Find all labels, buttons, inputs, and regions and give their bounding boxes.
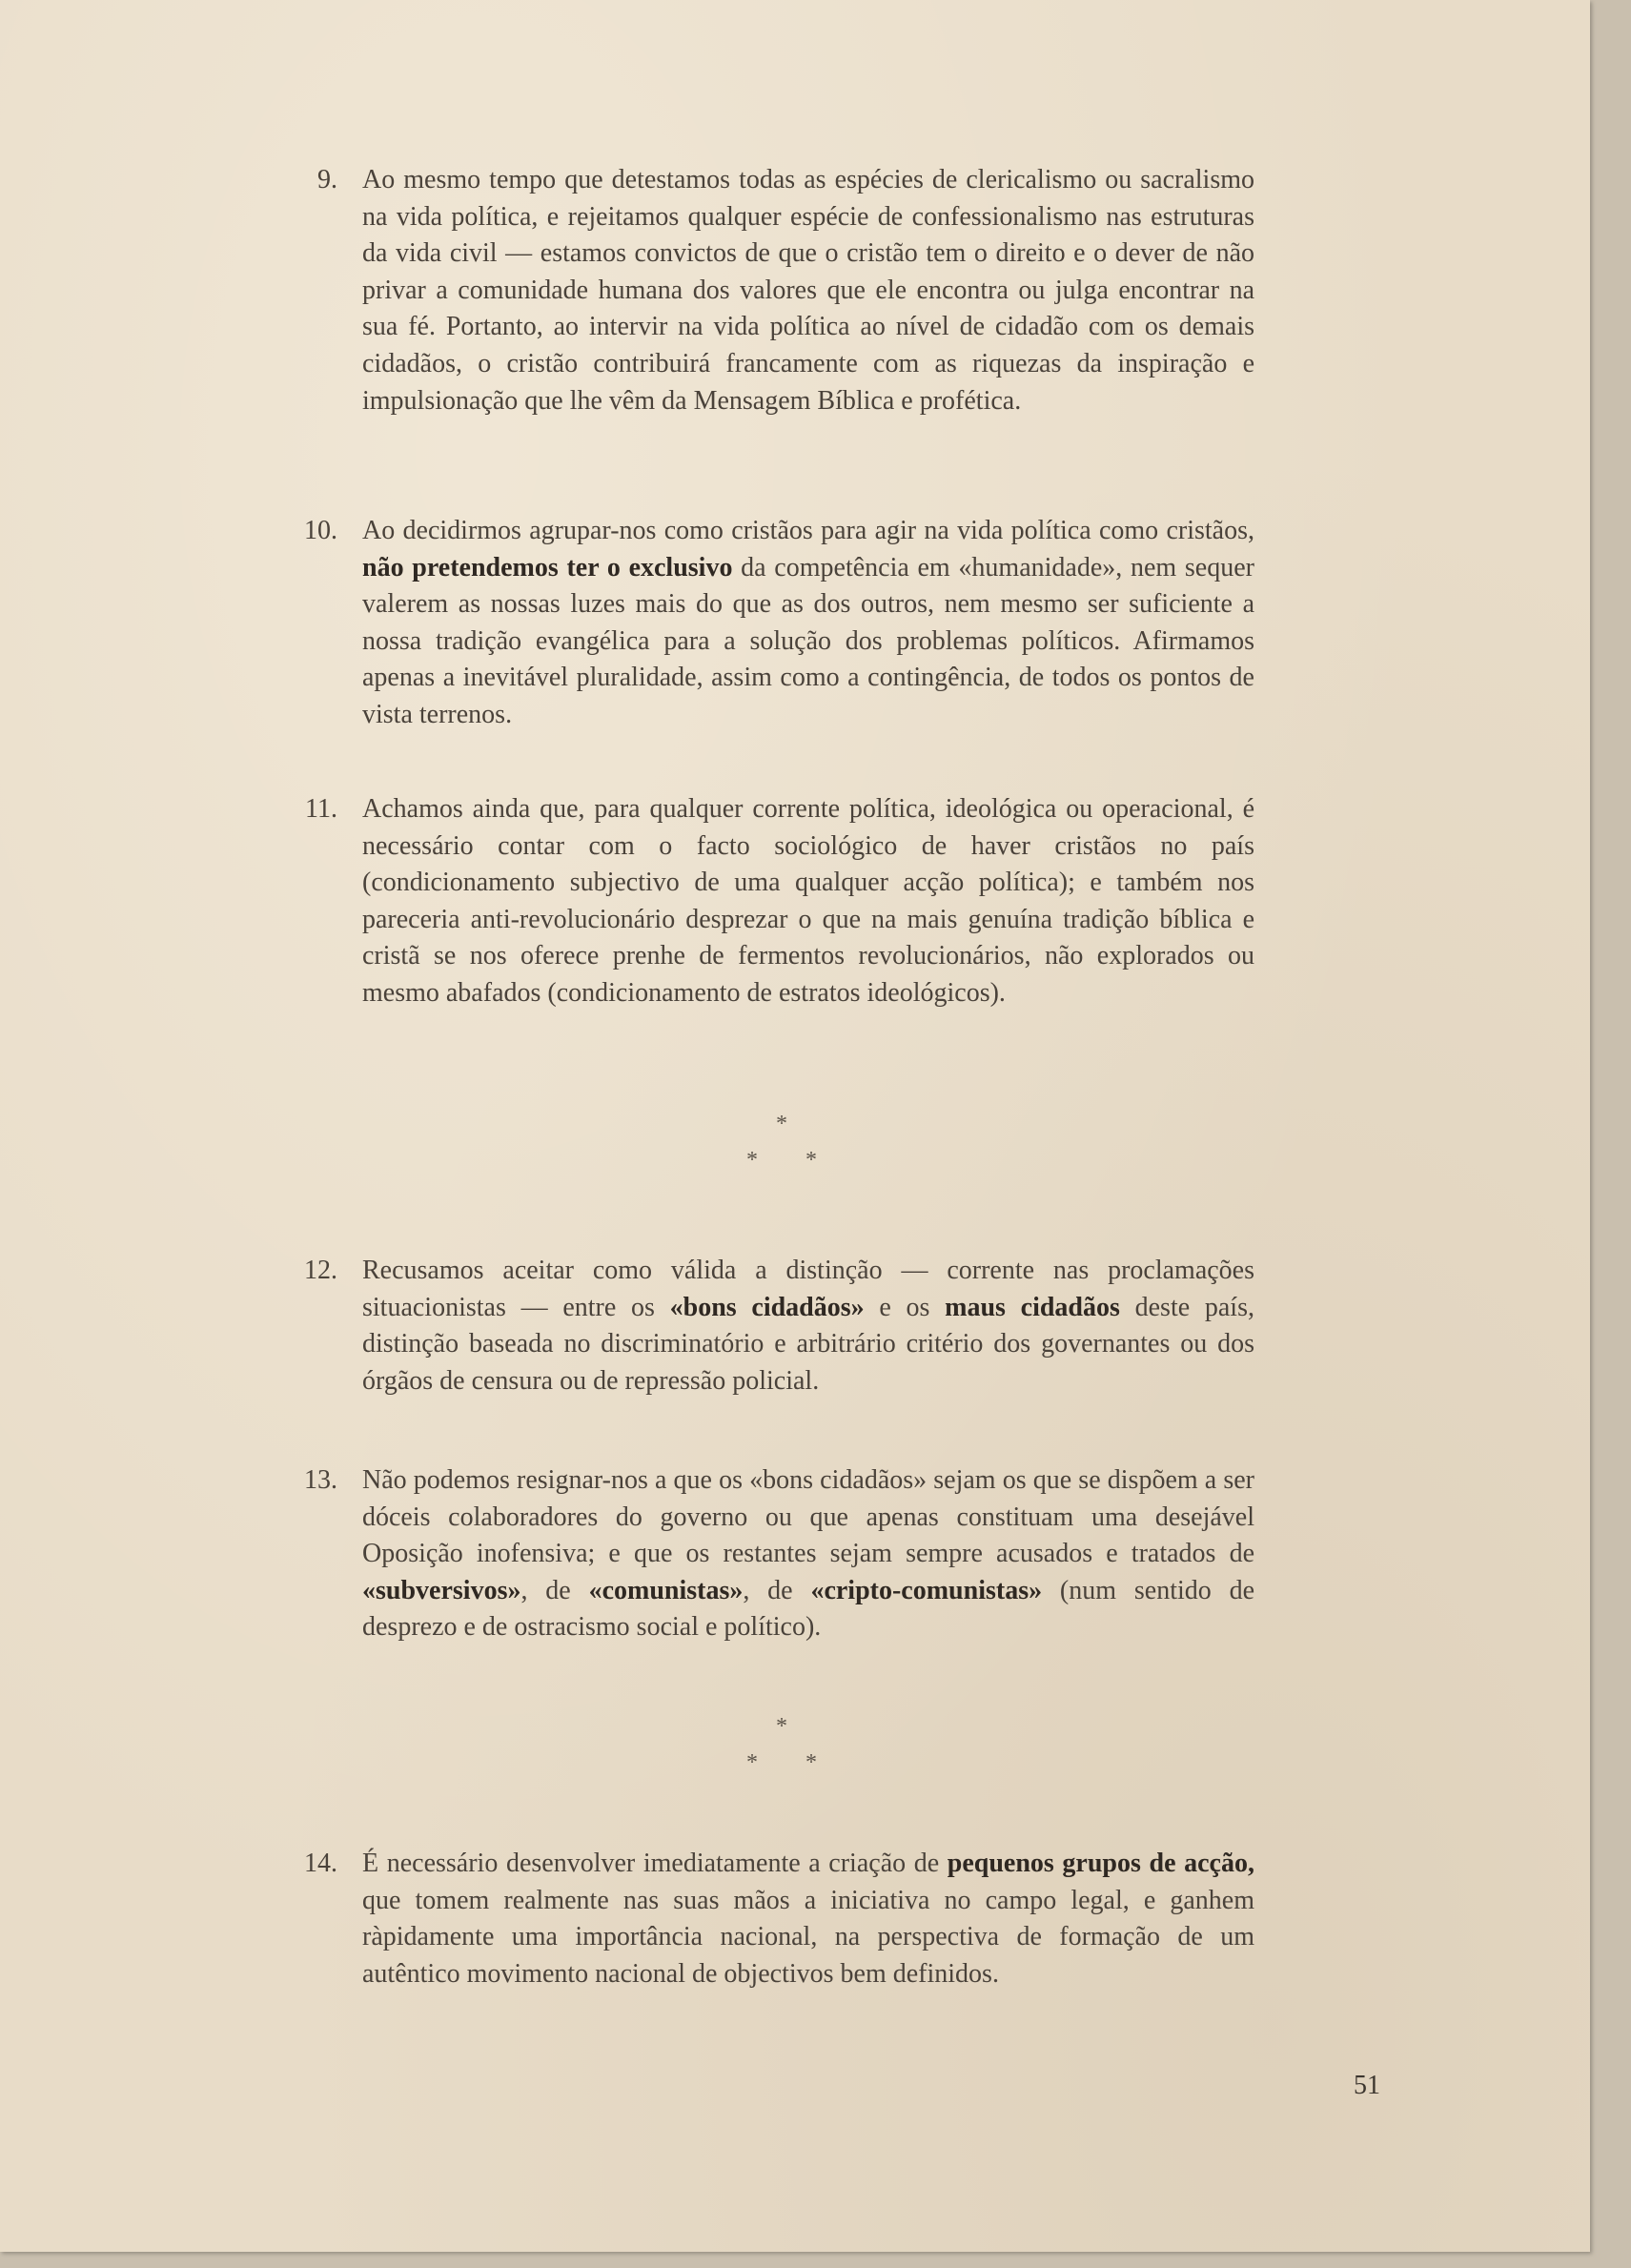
separator-stars-bottom: * * — [746, 1750, 838, 1775]
separator-star-top: * — [776, 1112, 787, 1136]
text-run: Ao decidirmos agrupar-nos como cristãos para agir na vida política como cristãos, — [362, 516, 1254, 545]
bold-text-run: «bons cidadãos» — [669, 1292, 865, 1322]
text-run: , de — [520, 1575, 589, 1605]
paragraph-10 — [362, 513, 1254, 734]
text-run: da competência em «humanidade», nem sequer valerem as nossas luzes mais do que as dos outros, nem mesmo ser suficiente a nossa tradição evangélica para a solução dos problemas políticos. Afirmamos apenas a inevitável pluralidade, assim como a contingência, de todos os pontos de vista terrenos. — [362, 552, 1254, 729]
paragraph-number: 12. — [304, 1256, 337, 1285]
bold-text-run: maus cidadãos — [945, 1292, 1120, 1322]
paragraph-number: 9. — [317, 165, 337, 194]
bold-text-run: não pretendemos ter o exclusivo — [362, 552, 733, 582]
section-separator — [667, 1708, 896, 1781]
bold-text-run: «comunistas» — [588, 1575, 744, 1605]
text-run: Achamos ainda que, para qualquer corrente política, ideológica ou operacional, é necessário contar com o facto sociológico de haver cristãos no país (condicionamento subjectivo de uma qualquer acção política); e também nos pareceria anti-revolucionário desprezar o que na mais genuína tradição bíblica e cristã se nos oferece prenhe de fermentos revolucionários, não explorados ou mesmo abafados (condicionamento de estratos ideológicos). — [362, 794, 1254, 1008]
text-run: Recusamos aceitar como válida a distinção — corrente nas proclamações situacionistas — entre os — [362, 1256, 1254, 1322]
paragraph-12 — [362, 1253, 1254, 1400]
text-run: e os — [864, 1292, 946, 1322]
paragraph-number: 10. — [304, 516, 337, 545]
bold-text-run: «cripto-comunistas» — [810, 1575, 1043, 1605]
section-separator — [667, 1106, 896, 1178]
separator-star-top: * — [776, 1714, 787, 1739]
text-run: , de — [743, 1575, 811, 1605]
text-run: Ao mesmo tempo que detestamos todas as espécies de clericalismo ou sacralismo na vida política, e rejeitamos qualquer espécie de confessionalismo nas estruturas da vida civil — estamos convictos de que o cristão tem o direito e o dever de não privar a comunidade humana dos valores que ele encontra ou julga encontrar na sua fé. Portanto, ao intervir na vida política ao nível de cidadão com os demais cidadãos, o cristão contribuirá francamente com as riquezas da inspiração e impulsionação que lhe vêm da Mensagem Bíblica e profética. — [362, 165, 1254, 416]
bold-text-run: «subversivos» — [362, 1575, 521, 1605]
paragraph-number: 11. — [305, 794, 337, 824]
page-number: 51 — [1354, 2071, 1380, 2100]
text-run: deste país, distinção baseada no discriminatório e arbitrário critério dos governantes ou dos órgãos de censura ou de repressão policial. — [362, 1292, 1254, 1396]
paragraph-11 — [362, 791, 1254, 1012]
text-run: É necessário desenvolver imediatamente a criação de — [362, 1849, 948, 1878]
paragraph-number: 14. — [304, 1849, 337, 1878]
bold-text-run: pequenos grupos de acção, — [947, 1849, 1254, 1878]
paragraph-number: 13. — [304, 1465, 337, 1495]
text-run: (num sentido de desprezo e de ostracismo social e político). — [362, 1575, 1255, 1643]
text-run: Não podemos resignar-nos a que os «bons cidadãos» sejam os que se dispõem a ser dóceis colaboradores do governo ou que apenas constituam uma desejável Oposição inofensiva; e que os restantes sejam sempre acusados e tratados de — [362, 1465, 1254, 1569]
paragraph-14 — [362, 1846, 1254, 1992]
paragraph-13 — [362, 1462, 1254, 1646]
separator-stars-bottom: * * — [746, 1148, 838, 1173]
paragraph-9 — [362, 162, 1254, 419]
text-run: que tomem realmente nas suas mãos a iniciativa no campo legal, e ganhem ràpidamente uma importância nacional, na perspectiva de formação de um autêntico movimento nacional de objectivos bem definidos. — [362, 1885, 1254, 1989]
